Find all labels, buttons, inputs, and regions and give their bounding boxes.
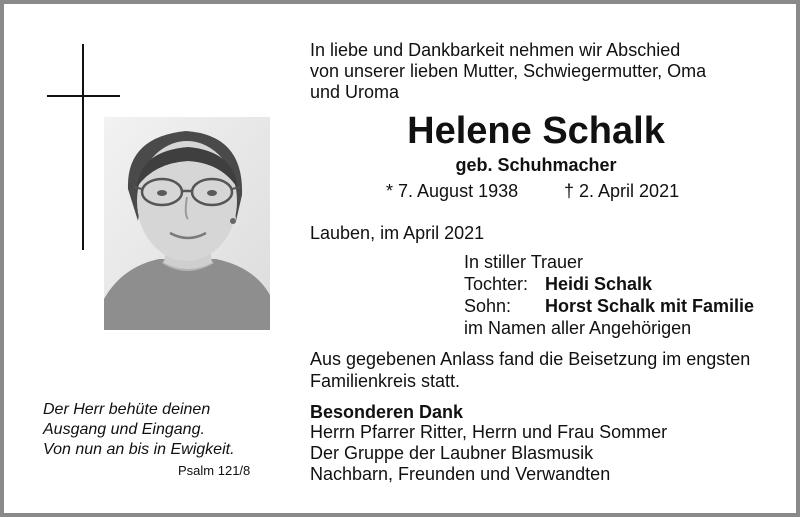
cross-vertical-bar: [82, 44, 84, 250]
mourner-name: Horst Schalk mit Familie: [545, 296, 755, 316]
intro-line: und Uroma: [310, 82, 400, 102]
thanks-line: Nachbarn, Freunden und Verwandten: [310, 464, 611, 484]
verse-line: Der Herr behüte deinen: [43, 401, 211, 418]
life-dates: [386, 180, 716, 202]
funeral-note: Aus gegebenen Anlass fand die Beisetzung im engsten Familienkreis statt.: [310, 349, 751, 391]
death-date: † 2. April 2021: [564, 181, 680, 201]
thanks-line: Herrn Pfarrer Ritter, Herrn und Frau Sommer: [310, 422, 668, 442]
mourner-row: [464, 273, 652, 295]
thanks-title: Besonderen Dank: [310, 402, 464, 422]
bible-verse: [43, 400, 235, 460]
thanks-line: Der Gruppe der Laubner Blasmusik: [310, 443, 594, 463]
mourner-role: Sohn:: [464, 296, 512, 316]
cross-horizontal-bar: [47, 95, 120, 97]
thanks-list: [310, 422, 667, 485]
portrait-photo: [104, 117, 270, 330]
birth-date: * 7. August 1938: [386, 181, 519, 201]
intro-line: In liebe und Dankbarkeit nehmen wir Abschied: [310, 40, 681, 60]
mourner-row: [464, 295, 754, 317]
birth-name: geb. Schuhmacher: [455, 155, 617, 175]
verse-source: Psalm 121/8: [178, 463, 251, 478]
mourners-closing: im Namen aller Angehörigen: [464, 318, 692, 338]
verse-line: Ausgang und Eingang.: [43, 421, 205, 438]
verse-line: Von nun an bis in Ewigkeit.: [43, 441, 235, 458]
deceased-name: Helene Schalk: [407, 110, 665, 152]
mourners-title: In stiller Trauer: [464, 252, 584, 272]
intro-text: [310, 40, 780, 103]
intro-line: von unserer lieben Mutter, Schwiegermutter, Oma: [310, 61, 707, 81]
mourner-name: Heidi Schalk: [545, 274, 653, 294]
place-date: Lauben, im April 2021: [310, 223, 485, 243]
mourner-role: Tochter:: [464, 274, 529, 294]
